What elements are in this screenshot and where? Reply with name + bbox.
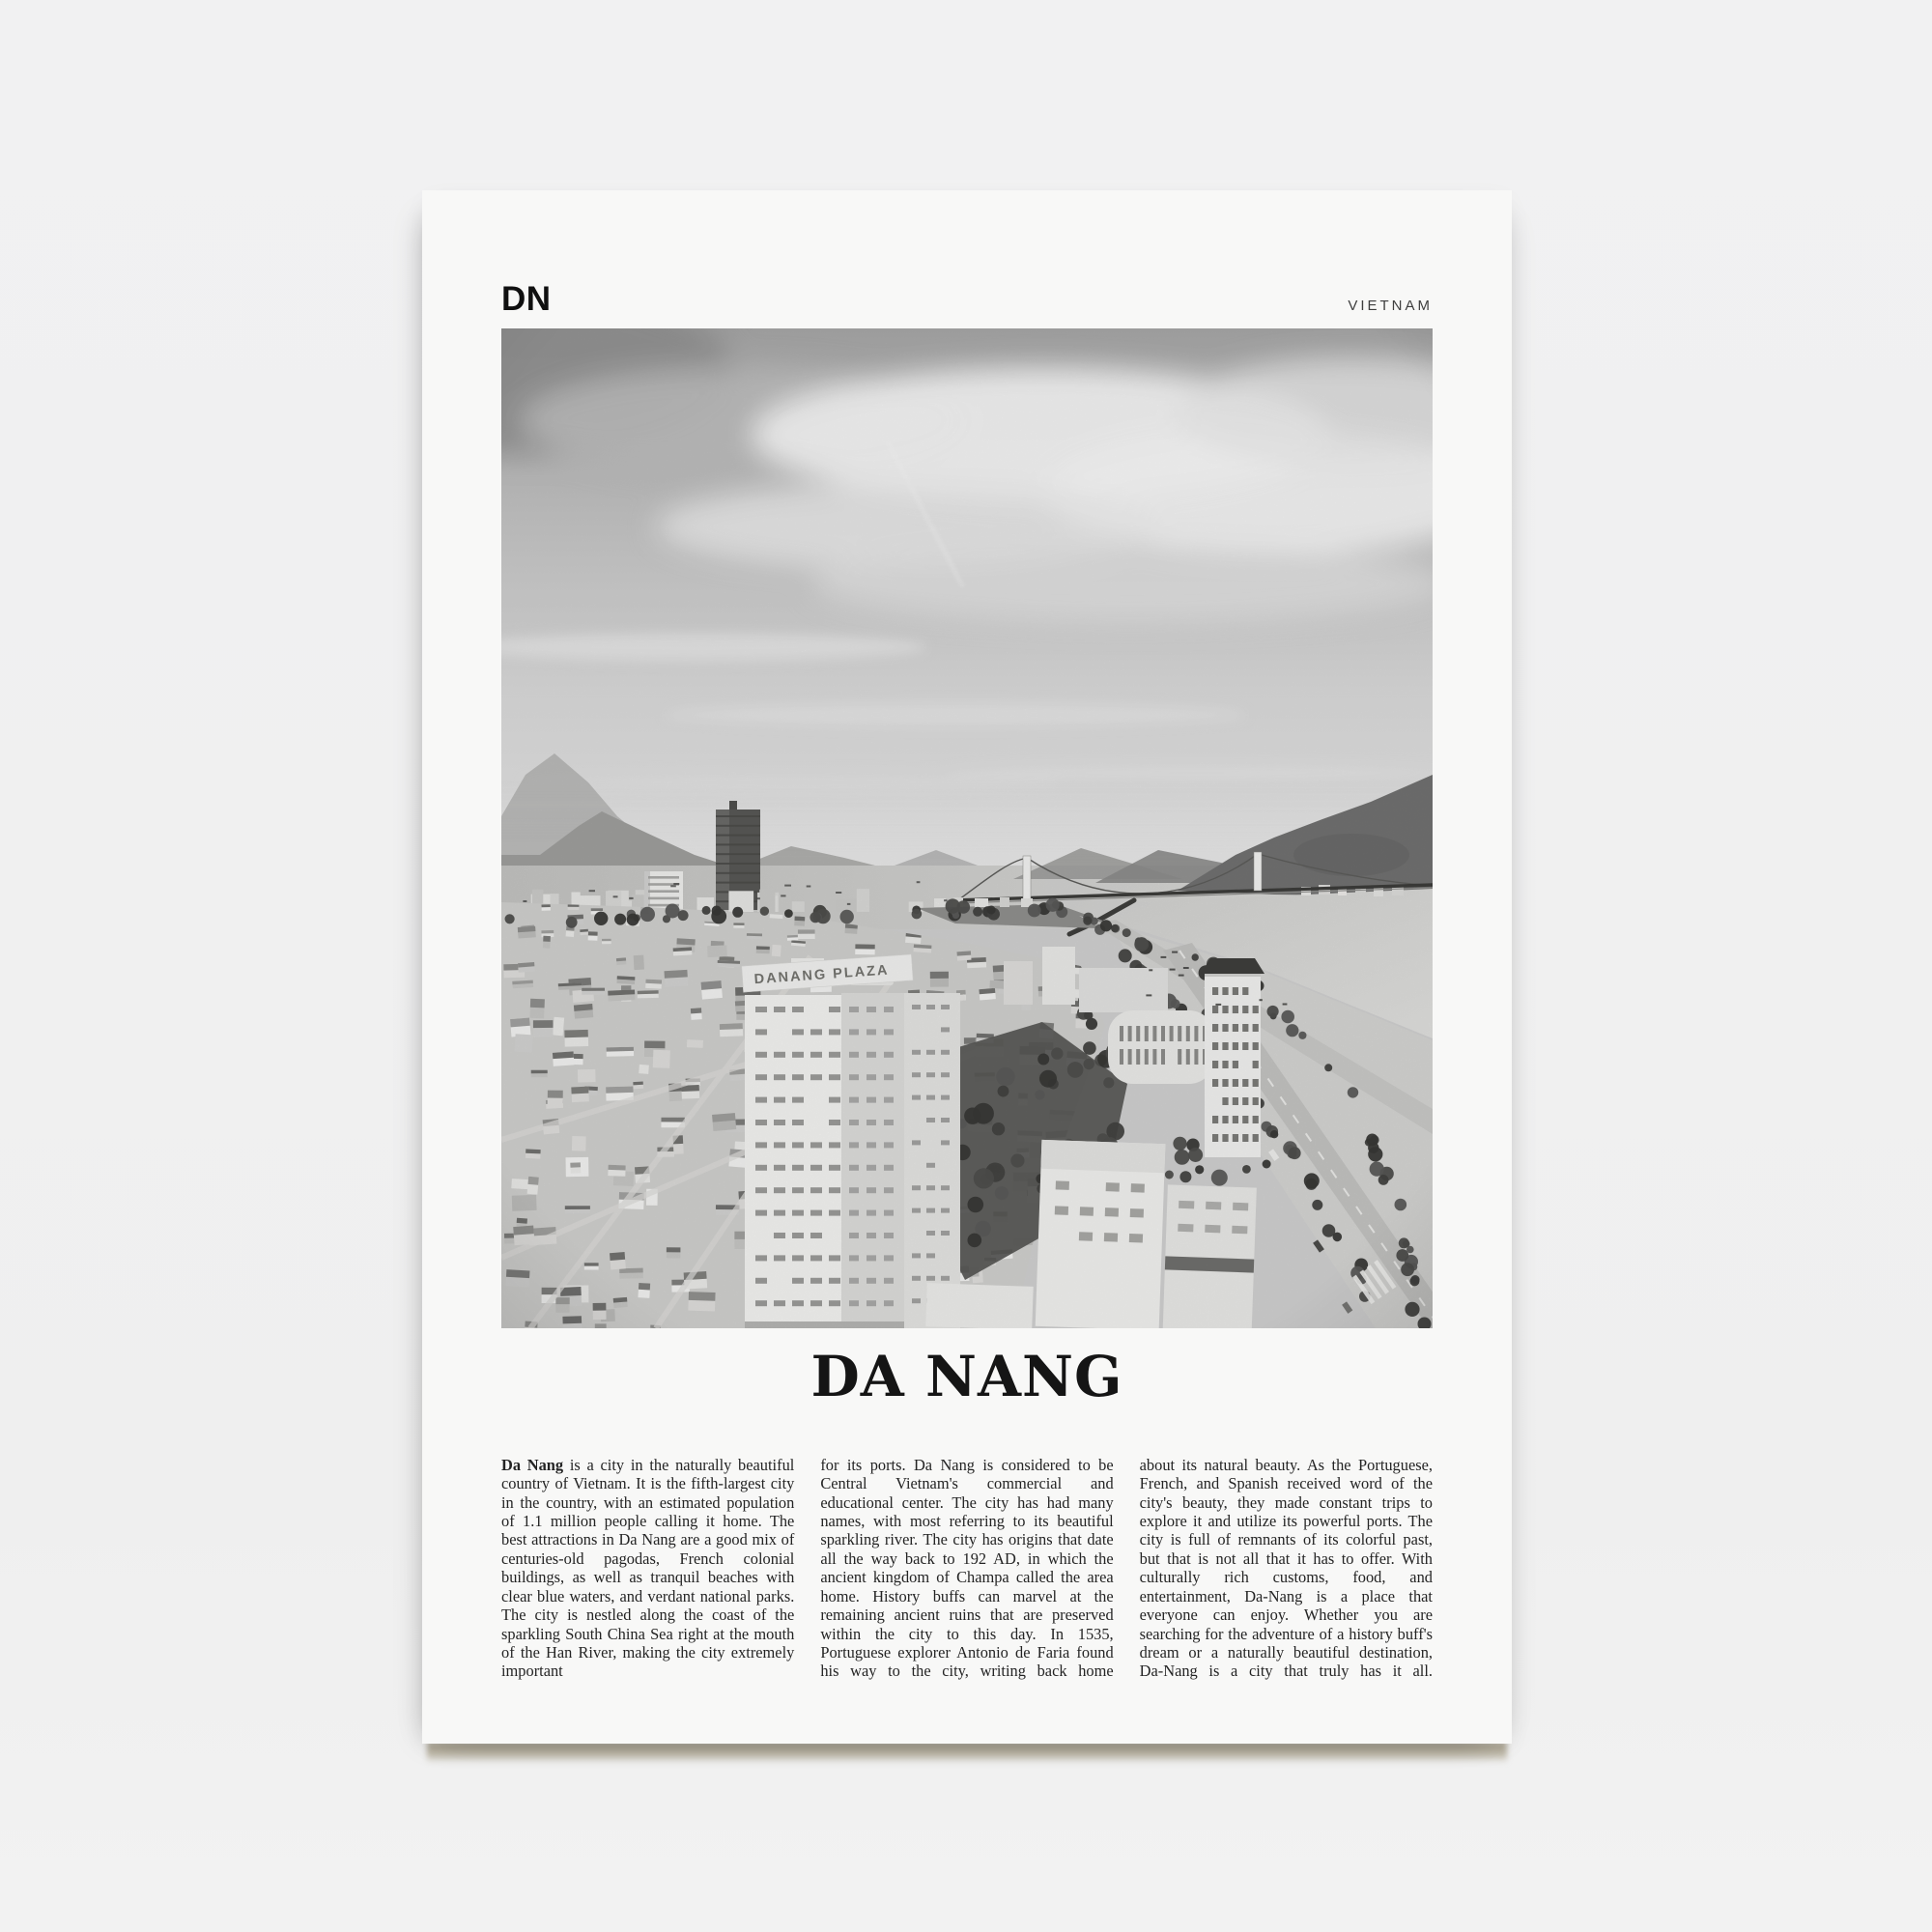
article [422, 1439, 1512, 1696]
article-column-2 [820, 1456, 1113, 1681]
city-photo-illustration [501, 328, 1433, 1328]
city-photo [501, 328, 1433, 1328]
article-column-3 [1140, 1456, 1433, 1681]
country-label: VIETNAM [1348, 298, 1433, 314]
article-text-1: is a city in the naturally beautiful country of Vietnam. It is the fifth-largest city in the country, with an estimated population of 1.1 million people calling it home. The best attractions in Da Nang are a good mix of centuries-old pagodas, French colonial buildings, as well as tranquil beaches with clear blue waters, and verdant national parks. The city is nestled along the coast of the sparkling South China Sea right at the mouth of the Han River, making the city extremely important [501, 1455, 795, 1681]
article-text-2: for its ports. Da Nang is considered to be Central Vietnam's commercial and educational center. The city has had many names, with most referring to its beautiful sparkling river. The city has origins that date all the way back to 192 AD, in which the ancient kingdom of Champa called the area home. History buffs can marvel at the remaining ancient ruins that are preserved within the city to this day. In 1535, Portuguese explorer Antonio de Faria found his way to the city, writing back home [820, 1455, 1114, 1681]
poster [422, 190, 1512, 1744]
article-column-1 [501, 1456, 794, 1681]
poster-title: DA NANG [810, 1344, 1123, 1409]
monogram: DN [501, 280, 552, 318]
vignette [501, 328, 1433, 1328]
article-lead: Da Nang [501, 1455, 564, 1474]
article-text-3: about its natural beauty. As the Portuguese, French, and Spanish received word of the city's beauty, they made constant trips to explore it and utilize its powerful ports. The city is full of remnants of its colorful past, but that is not all that it has to offer. With culturally rich customs, food, and entertainment, Da-Nang is a place that everyone can enjoy. Whether you are searching for the adventure of a history buff's dream or a naturally beautiful destination, Da-Nang is a city that truly has it all. [1139, 1455, 1433, 1681]
masthead [422, 190, 1512, 328]
